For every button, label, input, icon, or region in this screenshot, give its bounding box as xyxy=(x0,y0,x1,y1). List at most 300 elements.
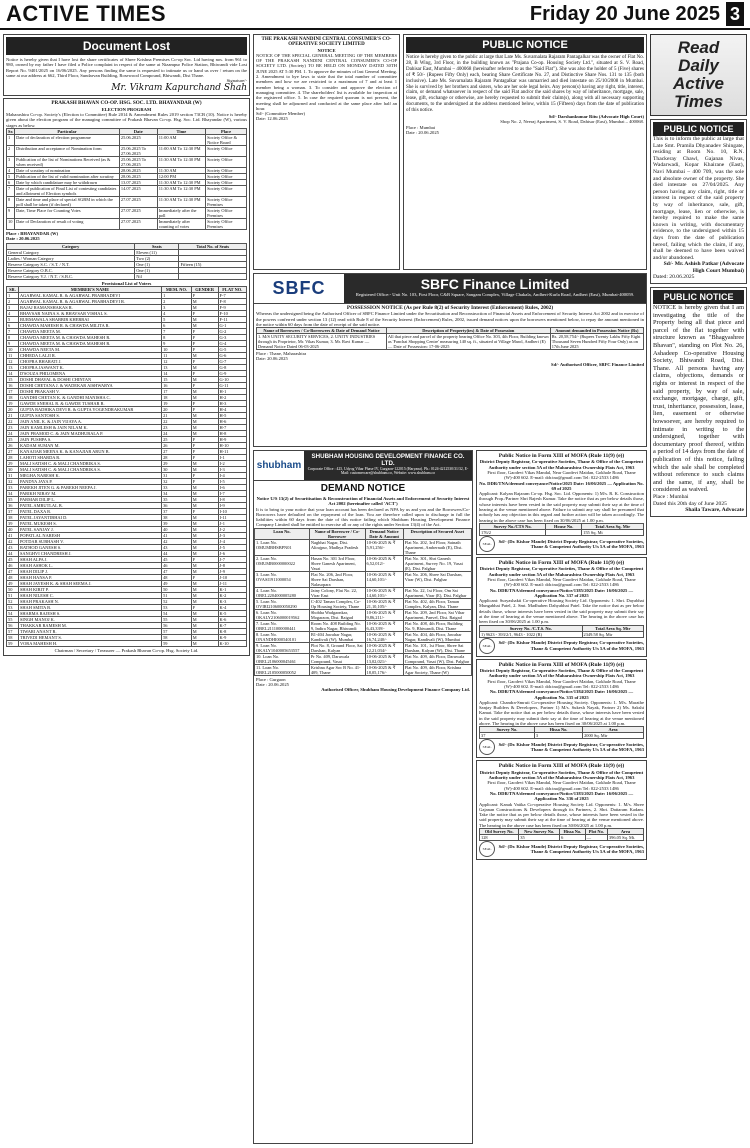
table-cell: GAWDE SNEHAL R. & GAWDE TUSHAR R. xyxy=(18,400,161,406)
loan-row xyxy=(255,571,472,587)
table-cell: 24 xyxy=(7,430,19,436)
loan-row xyxy=(255,587,472,598)
shubham-date: Date : 20.06.2025 xyxy=(256,682,289,688)
table-cell: M xyxy=(191,352,218,358)
public-notice-bhagyashree-date: Dated this 20th day of June 2025 xyxy=(653,500,727,507)
table-cell: 11:30 AM To 12:30 PM xyxy=(157,179,205,185)
table-cell: 48 xyxy=(7,574,19,580)
table-cell: M xyxy=(191,634,218,640)
seal-stamp: SEAL xyxy=(479,841,495,857)
table-cell: Date of declaration of election programme xyxy=(15,134,120,145)
table-cell: F xyxy=(191,370,218,376)
public-notice-flat-date: Date : 20.06.2025 xyxy=(406,129,439,135)
table-cell: G-4 xyxy=(218,340,246,346)
mofa-notice-application: No. DDR/TNA/deemed conveyance/Notice/1385/2025 Date: 16/06/2025 — Application No. 337 of 2025 xyxy=(489,587,634,598)
document-lost-sign-label: Signature/- xyxy=(226,78,247,84)
mofa-notice xyxy=(476,760,647,860)
table-cell: 9 xyxy=(7,340,19,346)
table-cell: 55 xyxy=(7,616,19,622)
table-cell: 51 xyxy=(162,592,192,598)
table-cell: 43 xyxy=(162,544,192,550)
table-cell: 25 xyxy=(7,436,19,442)
public-notice-flat-heading: PUBLIC NOTICE xyxy=(406,37,644,53)
table-header-cell: Demand Notice Date & Amount xyxy=(365,528,403,539)
page-number: 3 xyxy=(726,2,744,26)
table-cell: J-8 xyxy=(218,562,246,568)
table-cell: 10 xyxy=(7,346,19,352)
table-cell: Publication of the list of Nominations Received (as & when received) xyxy=(15,156,120,167)
table-cell: 6 xyxy=(7,322,19,328)
table-cell: 10-06-2025 & ₹ 12,21,034/- xyxy=(365,642,403,653)
table-cell: M xyxy=(191,412,218,418)
table-cell: 27 xyxy=(162,448,192,454)
loan-row xyxy=(255,642,472,653)
consumer-society-body: NOTICE OF THE SPECIAL GENERAL MEETING OF THE MEMBERS OF THE PRAKASH NANDINI CENTRAL CONSUMER'S CO-OP SOCIETY LTD. (Society) TO BE HELD ON MONDAY DATED 30TH JUNE 2025 AT 5:30 PM. 1. To approve the minutes of last General Meeting. 2. Amendment to bye laws to state that the total number of committee members and how we are restricted to a maximum of 7 and at least 1 member being a woman. 3. To consider and approve the election of managing committee. 4. The shareholders' list is available for inspection at the registered office. 5. In case the required quorum is not present, the meeting shall be adjourned and conducted at the same place after half an hour. xyxy=(256,52,397,111)
table-cell: 32 xyxy=(162,478,192,484)
table-header-cell: Sr. xyxy=(8,128,14,134)
table-cell: 41 xyxy=(162,532,192,538)
table-cell: Rs. 20,58,754/- (Rupees Twenty Lakhs Fifty Eight Thousand Seven Hundred Fifty Four Only) as on 17th June 2025 xyxy=(550,334,643,350)
table-cell: K-3 xyxy=(218,598,246,604)
table-cell: F-11 xyxy=(218,316,246,322)
table-cell: 15 xyxy=(7,376,19,382)
table-cell: — xyxy=(585,834,607,840)
mofa-notice-heading: Public Notice in Form XIII of MOFA (Rule 11(9) (e)) xyxy=(498,763,625,770)
table-cell: 10-06-2025 & ₹ 6,43,339/- xyxy=(365,620,403,631)
table-cell: Room No. 408 Building No. 9, Indira Nagar, Bhiwandi xyxy=(309,620,365,631)
mofa-notice-application: No. DDR/TNA/deemed conveyance/Notice/1384/2025 Date: 16/06/2025 — Application No. 335 of 2025 xyxy=(489,689,634,700)
table-cell: M xyxy=(191,484,218,490)
table-cell: 25 xyxy=(162,436,192,442)
table-cell: 10-06-2025 & ₹ 5,91,256/- xyxy=(365,539,403,555)
mofa-notice-body: Applicant: Kanak Vatika Co-operative Housing Society Ltd. Opponents: 1. M/s. Shree Gajanan Constructions & Developers through its Partners, 2. Shri. Dattaram Kadam. Take the notice that as per below details those, whose interests have been vested in the said property may submit their say at the time of hearing at the venue mentioned above. The hearing in the above case has been fixed on 30/06/2025 at 1.00 p.m. xyxy=(479,801,644,828)
table-cell: 6 xyxy=(560,834,586,840)
table-cell: M xyxy=(191,580,218,586)
table-cell: 28.06.2025 xyxy=(119,173,157,179)
masthead xyxy=(0,0,750,30)
table-cell: 3 xyxy=(534,733,582,739)
table-cell: K-2 xyxy=(218,592,246,598)
table-cell: PAREKH JITEN G. & PAREKH NEEPA J. xyxy=(18,484,161,490)
table-cell: 5 xyxy=(7,173,15,179)
table-cell: Two (2) xyxy=(135,255,179,261)
table-cell: J-11 xyxy=(218,580,246,586)
table-cell: 31 xyxy=(7,472,19,478)
table-cell: 38 xyxy=(7,514,19,520)
table-cell: Flat No. 301, Shri Ganesh Apartment, Survey No. 19, Vasai (E), Dist. Palghar xyxy=(403,555,471,571)
table-cell: 1 xyxy=(7,134,15,145)
table-cell: 13 xyxy=(162,364,192,370)
mofa-notice-sign: Sd/- (Dr. Kishor Mande) District Deputy Registrar, Co-operative Societies, Thane & Competent Authority U/s 5A of the MOFA, 1963 xyxy=(498,640,644,651)
table-cell: Society Office xyxy=(206,156,247,167)
table-cell: 2 xyxy=(162,298,192,304)
table-cell: I-7 xyxy=(218,490,246,496)
table-header-cell: Particular xyxy=(15,128,120,134)
voters-list-table xyxy=(6,286,247,647)
public-notice-flat-signatory: Sd/- Darshankumar Ritu (Advocate High Court) xyxy=(548,114,644,120)
table-cell: M xyxy=(191,424,218,430)
schedule-row xyxy=(7,134,247,145)
table-cell: 1. Loan No. OMUMBHSBPN01 xyxy=(255,539,310,555)
election-society-title: PRAKASH BHAVAN CO-OP. HSG. SOC. LTD. BHAYANDAR (W) xyxy=(51,100,202,107)
table-cell: 22 xyxy=(7,418,19,424)
mofa-notice-application: No. DDR/TNA/deemed conveyance/Notice/1383/2025 Date: 16/06/2025 — Application No. 336 of 2025 xyxy=(489,790,634,802)
table-cell: M xyxy=(191,526,218,532)
table-cell: J-4 xyxy=(218,538,246,544)
table-cell: I-6 xyxy=(218,484,246,490)
table-cell: 176/2 xyxy=(480,529,546,535)
table-header-cell: MEMBER'S NAME xyxy=(18,286,161,292)
table-header-cell: Description of Property(ies) & Date of Possession xyxy=(386,328,550,334)
table-cell: G-9 xyxy=(218,370,246,376)
schedule-row xyxy=(7,207,247,218)
table-header-cell: Place xyxy=(206,128,247,134)
table-cell: M xyxy=(191,322,218,328)
table-cell: F xyxy=(191,358,218,364)
table-cell: M xyxy=(191,304,218,310)
table-cell: SHARMA RAJESH S. xyxy=(18,610,161,616)
table-header-cell: Survey No. /C.T.S. No. xyxy=(480,625,583,631)
table-cell: 46 xyxy=(162,562,192,568)
table-cell: 32 xyxy=(7,478,19,484)
table-cell: 52 xyxy=(7,598,19,604)
loan-row xyxy=(255,664,472,675)
table-cell: K-1 xyxy=(218,586,246,592)
table-cell: 48 xyxy=(162,574,192,580)
table-cell: 25.06.2025 xyxy=(119,134,157,145)
table-cell: Flat No. 206, Shree Sai Darshan, Virar (W), Dist. Palghar xyxy=(403,571,471,587)
table-cell: 16 xyxy=(7,382,19,388)
table-cell: Society Office & Notice Board xyxy=(206,134,247,145)
table-cell: PARMAR DILIP L. xyxy=(18,496,161,502)
mofa-property-table xyxy=(479,523,644,536)
table-cell: H-11 xyxy=(218,448,246,454)
table-cell: 29 xyxy=(7,460,19,466)
public-notice-bhagyashree-place: Place : Mumbai xyxy=(653,493,689,500)
table-cell: Date of scrutiny of nomination xyxy=(15,167,120,173)
table-cell: 11:00 AM xyxy=(157,134,205,145)
table-cell: G-11 xyxy=(218,382,246,388)
sbfc-logo: SBFC xyxy=(254,274,344,303)
table-cell: 54 xyxy=(162,610,192,616)
table-cell: 11 xyxy=(7,352,19,358)
table-cell: 6 xyxy=(162,322,192,328)
table-cell: 22 xyxy=(162,418,192,424)
table-cell: 35 xyxy=(519,834,560,840)
table-header-cell: MEM. NO. xyxy=(162,286,192,292)
table-cell: MALI SATISH C. & MALI CHANDRIKA S. xyxy=(18,466,161,472)
mofa-notice-heading: Public Notice in Form XIII of MOFA (Rule 11(9) (e)) xyxy=(498,559,625,566)
table-cell: Flat No. 22, 1st Floor, Om Sai Apartment, Virar (E), Dist. Palghar xyxy=(403,587,471,598)
table-cell: J-9 xyxy=(218,568,246,574)
table-cell: M xyxy=(191,364,218,370)
table-cell: 34 xyxy=(7,490,19,496)
table-cell: Jainy Colony, Flat No. 22, Virar East xyxy=(309,587,365,598)
table-cell: H-2 xyxy=(218,394,246,400)
table-cell: Society Office xyxy=(206,173,247,179)
table-cell: I-5 xyxy=(218,478,246,484)
table-cell: I-9 xyxy=(218,502,246,508)
public-notice-bhagyashree-heading: PUBLIC NOTICE xyxy=(653,290,744,304)
shubham-subtitle: Notice U/S 13(2) of Securitisation & Reconstruction of Financial Assets and Enforcement of Security Interest Act 2002 (hereinafter called 'ACT') xyxy=(256,496,470,507)
table-cell: Society Office Premises xyxy=(206,196,247,207)
table-cell: TIWARI ANANT R. xyxy=(18,628,161,634)
table-cell: 7. Loan No. OBEL2111000000441 xyxy=(255,620,310,631)
column-right xyxy=(650,34,747,1144)
table-cell: Date and time and place of special SGBM in which the poll shall be taken (if declared) xyxy=(15,196,120,207)
document-lost-notice xyxy=(3,34,250,96)
table-cell: DOSHI PRAKASH V. xyxy=(18,388,161,394)
table-header-cell: Category xyxy=(7,243,135,249)
table-cell: 18 xyxy=(162,394,192,400)
table-cell: Eleven (11) xyxy=(135,249,179,255)
document-lost-body: Notice is hereby given that I have lost the share certificates of Shree Krishna Premises Co-op Soc. Ltd having nos. from 961 to 980, owned by my father I have filed a Police complaint in respect of the same at Nizampur Police Station, Bhiwandi vide Lost Report No. 9401/2025 on 16/06/2025. Any persons finding the same is requested to intimate us or hand us over / return on the same at our address at 662, Third Floor, Sundarvan Building, Rosewood Compound, Bhiwandi, Dist Thane. xyxy=(6,57,247,78)
table-cell: 43 xyxy=(7,544,19,550)
public-notice-flat-address: Shop No. 2, Neeraj Apartment, S. V. Road, Dahisar (East), Mumbai – 400068. xyxy=(500,119,644,125)
public-notice-shingate-signatory: Sd/- Mr. Ashish Patkar (Advocate High Court Mumbai) xyxy=(663,261,744,274)
public-notice-bhagyashree xyxy=(650,287,747,517)
table-cell: PATEL MUKESH S. xyxy=(18,520,161,526)
table-cell: 1 xyxy=(7,292,19,298)
table-cell: 13 xyxy=(7,364,19,370)
loan-row xyxy=(255,555,472,571)
table-cell: 10 xyxy=(162,346,192,352)
table-cell: 4. Loan No. OBEL2204000005280 xyxy=(255,587,310,598)
table-cell: 17 xyxy=(7,388,19,394)
table-cell: 15 xyxy=(162,376,192,382)
mofa-notice xyxy=(476,659,647,759)
consumer-society-title: THE PRAKASH NANDINI CENTRAL CONSUMER'S CO-OPERATIVE SOCIETY LIMITED xyxy=(261,37,392,48)
table-cell: GUPTA SANTOSH S. xyxy=(18,412,161,418)
table-cell: 50 xyxy=(162,586,192,592)
table-cell: Date, Time Place for Counting Votes xyxy=(15,207,120,218)
public-notice-shingate-body: This is to inform the public at large that Late Smt. Pramila Dhyanadev Shingate, residing at Room No. 10, R.N. Thackeray Chawl, Gajanan Nivas, Wadarwadi, Kopar Khairane (East), Navi Mumbai – 400 709, was the sole and absolute owner of the property. She died intestate on 27/04/2025. Any person having any claim, right, title or interest in respect of the said property by way of inheritance, sale, gift, mortgage, lease, lien or otherwise, is hereby required to make the same known in writing, with documentary evidence, to the undersigned within 15 days from the date of publication hereof, failing which the claim, if any, shall be deemed to have been waived and/or abandoned. xyxy=(653,136,744,261)
loan-row xyxy=(255,598,472,609)
table-cell: H-8 xyxy=(218,430,246,436)
table-cell: Date of publication of Final List of contesting candidates and allotment of Election symbols xyxy=(15,185,120,196)
table-cell: 25.06.2025 To 27.06.2025 xyxy=(119,145,157,156)
table-cell: 37 xyxy=(7,508,19,514)
table-cell: 57 xyxy=(162,628,192,634)
table-cell: SHAH HANSA P. xyxy=(18,574,161,580)
table-cell: MEGHA NARESH K. xyxy=(18,472,161,478)
table-cell: 5. Loan No. OVIRI2106000050290 xyxy=(255,598,310,609)
table-cell: F-7 xyxy=(218,292,246,298)
election-program-notice xyxy=(3,98,250,656)
table-cell: 35 xyxy=(7,496,19,502)
table-cell: 13.07.2025 xyxy=(119,179,157,185)
table-cell: M xyxy=(191,640,218,646)
table-cell: 30 xyxy=(162,466,192,472)
consumer-society-notice xyxy=(253,34,400,270)
table-cell: M xyxy=(191,616,218,622)
table-cell: SHAH KIRIT P. xyxy=(18,586,161,592)
table-cell: 51 xyxy=(7,592,19,598)
table-cell: JAIN PRAMOD C. & JAIN MADHUBALA P. xyxy=(18,430,161,436)
voter-row xyxy=(7,640,247,646)
mofa-property-table xyxy=(479,625,644,638)
seat-allocation-table xyxy=(6,243,247,280)
table-cell: H-6 xyxy=(218,418,246,424)
table-cell: AGARWAL KAMAL R. & AGARWAL PRABHADEVI R. xyxy=(18,298,161,304)
table-cell: 16 xyxy=(162,382,192,388)
public-notice-shingate-date: Dated: 20.06.2025 xyxy=(653,274,695,281)
table-cell: 9 xyxy=(7,207,15,218)
schedule-row xyxy=(7,196,247,207)
table-cell: 44 xyxy=(7,550,19,556)
table-cell: 42 xyxy=(162,538,192,544)
table-cell: J-3 xyxy=(218,532,246,538)
table-cell: M xyxy=(191,502,218,508)
table-cell: F xyxy=(191,328,218,334)
table-cell: M xyxy=(191,496,218,502)
table-cell: F xyxy=(191,382,218,388)
table-cell: H-1 xyxy=(218,388,246,394)
table-cell: Nagbhai Nagar, Dist. Alirajpur, Madhya Pradesh xyxy=(309,539,365,555)
mofa-notice-office: District Deputy Registrar, Co-operative Societies, Thane & Office of the Competent Authority under section 5A of the Maharashtra Ownership Flats Act, 1963 xyxy=(479,459,644,470)
table-cell: JAIN ANIL K. & JAIN VIJAYA A. xyxy=(18,418,161,424)
table-cell: Society Office Premises xyxy=(206,207,247,218)
public-notice-shingate-heading: PUBLIC NOTICE xyxy=(653,122,744,136)
table-cell: 10-06-2025 & ₹ 18,05,176/- xyxy=(365,664,403,675)
table-cell: 58 xyxy=(162,634,192,640)
loan-row xyxy=(255,609,472,620)
table-cell: 3. Loan No. OVASI1911000054 xyxy=(255,571,310,587)
table-cell: JAIN KAMLESH & JAIN NILAM K. xyxy=(18,424,161,430)
shubham-loans-table xyxy=(254,528,472,676)
table-cell: Society Office Premises xyxy=(206,218,247,229)
table-cell: 17 xyxy=(162,388,192,394)
table-cell: 42 xyxy=(7,538,19,544)
mofa-notice-sign: Sd/- (Dr. Kishor Mande) District Deputy Registrar, Co-operative Societies, Thane & Competent Authority U/s 5A of the MOFA, 1963 xyxy=(498,742,644,753)
table-cell: F xyxy=(191,334,218,340)
table-cell: 7 xyxy=(162,328,192,334)
table-cell: M xyxy=(191,388,218,394)
table-header-cell: Hissa No. xyxy=(560,828,586,834)
table-cell: I-10 xyxy=(218,508,246,514)
table-cell: 59 xyxy=(7,640,19,646)
table-cell: 12:00 PM xyxy=(157,173,205,179)
table-cell: 9. Loan No. OKALY1040005653557 xyxy=(255,642,310,653)
table-cell: F xyxy=(191,346,218,352)
table-header-cell: Survey No./CTS No. xyxy=(480,523,546,529)
table-cell: 18 xyxy=(7,394,19,400)
table-cell: 45 xyxy=(162,556,192,562)
table-cell: POTDAR SUBHASH V. xyxy=(18,538,161,544)
table-cell: CHOPRA JASWANT K. xyxy=(18,364,161,370)
table-cell: 47 xyxy=(162,568,192,574)
table-cell: 56 xyxy=(7,622,19,628)
table-header-cell: Hissa No. xyxy=(534,727,582,733)
table-cell: 27.07.2025 xyxy=(119,207,157,218)
table-cell: F xyxy=(191,400,218,406)
table-cell: M xyxy=(191,622,218,628)
table-cell: 27.07.2025 xyxy=(119,196,157,207)
table-header-cell: Total Area Sq. Mtr xyxy=(582,523,644,529)
table-cell: Plot No. 8, Ground Floor, Sai Darshan, Kalyan xyxy=(309,642,365,653)
document-lost-heading: Document Lost xyxy=(6,37,247,55)
table-cell: I-2 xyxy=(218,460,246,466)
table-cell: 9 xyxy=(162,340,192,346)
table-cell: I-11 xyxy=(218,514,246,520)
table-cell: F xyxy=(191,508,218,514)
public-notice-flat-place: Place : Mumbai xyxy=(406,124,436,130)
seat-row xyxy=(7,273,247,279)
table-cell: 27 xyxy=(7,448,19,454)
table-cell: D'SOUZA PHILOMENA xyxy=(18,370,161,376)
table-cell: F xyxy=(191,556,218,562)
table-cell: Society Office xyxy=(206,145,247,156)
table-cell: F xyxy=(191,454,218,460)
table-cell: 14.07.2025 xyxy=(119,185,157,196)
table-cell: 1 xyxy=(162,292,192,298)
table-cell: 39 xyxy=(7,520,19,526)
table-cell: Flat No. 409, 4th Floor, Daruwala Compound, Vasai (W), Dist. Palghar xyxy=(403,653,471,664)
table-cell: 49 xyxy=(162,580,192,586)
table-header-cell: Survey No. xyxy=(480,727,535,733)
table-cell: F xyxy=(191,292,218,298)
table-cell: SHAH NILESH C. xyxy=(18,592,161,598)
document-lost-signatory: Mr. Vikram Kapurchand Shah xyxy=(111,83,247,94)
table-cell: 56 xyxy=(162,622,192,628)
table-header-cell: Seats xyxy=(135,243,179,249)
election-schedule-table xyxy=(6,128,247,230)
table-cell: G-3 xyxy=(218,334,246,340)
election-subtitle: ELECTION PROGRAM xyxy=(101,106,152,112)
table-cell: PATEL SANJAY J. xyxy=(18,526,161,532)
table-cell: B1-404 Jawahar Nagar, Kandivali (W), Mumbai xyxy=(309,631,365,642)
table-cell: 155 Sq. Mt xyxy=(582,529,644,535)
table-cell: Immediately after the poll xyxy=(157,207,205,218)
table-cell xyxy=(179,273,247,279)
table-cell: 10-06-2025 & ₹ 9,86,211/- xyxy=(365,609,403,620)
table-cell: M xyxy=(191,466,218,472)
table-cell: DOSHI CHETANA J. & WADEKAR AISHWARYA xyxy=(18,382,161,388)
table-cell: G-1 xyxy=(218,322,246,328)
table-cell: J-6 xyxy=(218,550,246,556)
table-cell: 11:30 AM To 12:30 PM xyxy=(157,196,205,207)
mofa-notice xyxy=(476,450,647,555)
mofa-notice-address: First floor, Gaodevi Vikas Mandal, Near Gaodevi Maidan, Gokhale Road, Thane (W)-400 602. E-mail: ddr.tna@gmail.com Tel: 022-2533 1486 xyxy=(487,470,636,481)
mofa-notice-office: District Deputy Registrar, Co-operative Societies, Thane & Office of the Competent Authority under section 5A of the Maharashtra Ownership Flats Act, 1963 xyxy=(479,769,644,781)
table-cell: KANAJIAR MEENA K. & KANAJIAR ARUN B. xyxy=(18,448,161,454)
table-header-cell: Total Area Sq. Mtr xyxy=(582,625,643,631)
table-cell: G-10 xyxy=(218,376,246,382)
table-cell: K-7 xyxy=(218,622,246,628)
table-cell: Flat No. 202, 3rd Floor, Sainath Apartment, Ambernath (E), Dist. Thane xyxy=(403,539,471,555)
table-cell: 30 xyxy=(7,466,19,472)
table-cell: H-4 xyxy=(218,406,246,412)
table-cell: 26 xyxy=(7,442,19,448)
table-cell: LAHOTI SHARDA R. xyxy=(18,454,161,460)
column-left xyxy=(3,34,250,1144)
table-cell: I-4 xyxy=(218,472,246,478)
table-cell: Society Office xyxy=(206,185,247,196)
table-cell: Krishna Agar Soc B No. 41-409, Thane xyxy=(309,664,365,675)
table-header-cell: SR. xyxy=(7,286,19,292)
table-cell: 2349.58 Sq. Mtr xyxy=(582,631,643,637)
table-cell: M xyxy=(191,610,218,616)
table-cell: C-402 Taman Complex, Co-Op Housing Society, Thane xyxy=(309,598,365,609)
table-cell: 24 xyxy=(162,430,192,436)
sbfc-address: Registered Office:- Unit No. 103, First Floor, C&B Square, Sangam Complex, Village Chakala, Andheri-Kurla Road, Andheri (East), Mumbai-400059. xyxy=(355,292,635,297)
table-cell: 14 xyxy=(162,370,192,376)
table-header-cell: Area xyxy=(607,828,643,834)
schedule-row xyxy=(7,218,247,229)
table-cell: 20 xyxy=(162,406,192,412)
schedule-row xyxy=(7,167,247,173)
table-cell: 11:00 AM To 12:30 PM xyxy=(157,145,205,156)
